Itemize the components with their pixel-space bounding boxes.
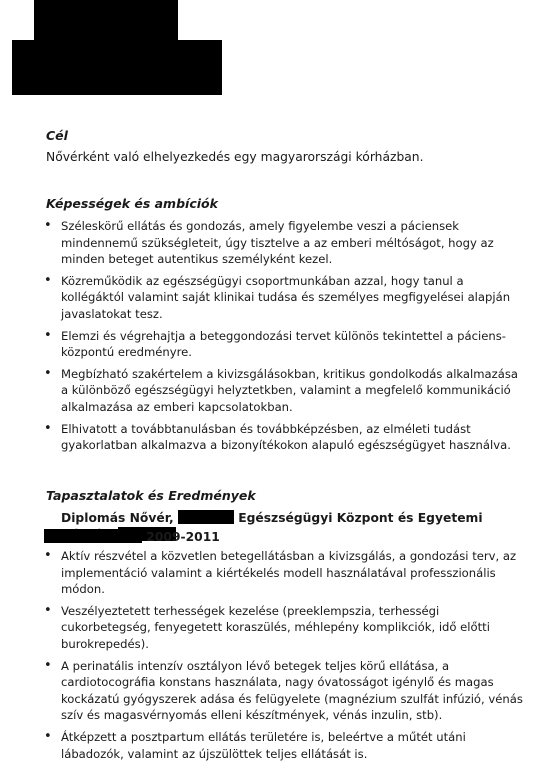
job-title: Diplomás Nővér, [61, 511, 174, 525]
redacted-country [44, 529, 142, 543]
experience-list [44, 548, 530, 767]
list-item: • Megbízható szakértelem a kivizsgálásokban, kritikus gondolkodás alkalmazása a különböző egészségügyi helyztetkben, valamint a megfelelő kommunikáció alkalmazása az emberi kapcsolatokban. [44, 366, 526, 416]
list-item: • Veszélyeztetett terhességek kezelése (preeklempszia, terhességi cukorbetegség, fenyegetett koraszülés, méhlepény komplikciók, idő előtti burokrepedés). [44, 603, 530, 653]
goal-text: Nővérként való elhelyezkedés egy magyarországi kórházban. [46, 150, 424, 164]
list-item: • Széleskörű ellátás és gondozás, amely figyelembe veszi a páciensek mindennemű szükségleteit, úgy tisztelve a az emberi méltóságot, hogy az minden beteget autentikus személyként kezel. [44, 218, 526, 268]
list-item: • A perinatális intenzív osztályon lévő betegek teljes körű ellátása, a cardiotocográfia konstans használata, nagy óvatosságot igénylő és magas kockázatú gyógyszerek adása és felügyelete (magnézium szulfát infúzió, vénás szív és magasvérnyomás elleni készítmények, vénás inzulin, stb). [44, 658, 530, 724]
job-dates [44, 529, 514, 546]
list-item: • Elemzi és végrehajtja a beteggondozási tervet különös tekintettel a páciens-központú eredményre. [44, 328, 526, 361]
list-item: • Közreműködik az egészségügyi csoportmunkában azzal, hogy tanul a kollégáktól valamint saját klinikai tudása és személyes megfigyelései alapján javaslatokat tesz. [44, 273, 526, 323]
list-item: • Elhivatott a továbbtanulásban és továbbképzésben, az elméleti tudást gyakorlatban alkalmazva a bizonyítékokon alapuló egészségügyet használva. [44, 421, 526, 454]
redacted-header-contact [12, 40, 222, 95]
goal-heading: Cél [46, 128, 68, 143]
job-years: 2009-2011 [146, 530, 220, 544]
job-institution: Egészségügyi Központ és Egyetemi [238, 511, 483, 525]
skills-heading: Képességek és ambíciók [46, 196, 218, 211]
redacted-city [178, 510, 234, 524]
experience-heading: Tapasztalatok és Eredmények [46, 488, 256, 503]
list-item: • Aktív részvétel a közvetlen betegellátásban a kivizsgálás, a gondozási terv, az implementáció valamint a kiértékelés modell használatával professzionális módon. [44, 548, 530, 598]
list-item: • Átképzett a posztpartum ellátás területére is, beleértve a műtét utáni lábadozók, valamint az újszülöttek teljes ellátását is. [44, 729, 530, 762]
skills-list [44, 218, 526, 459]
